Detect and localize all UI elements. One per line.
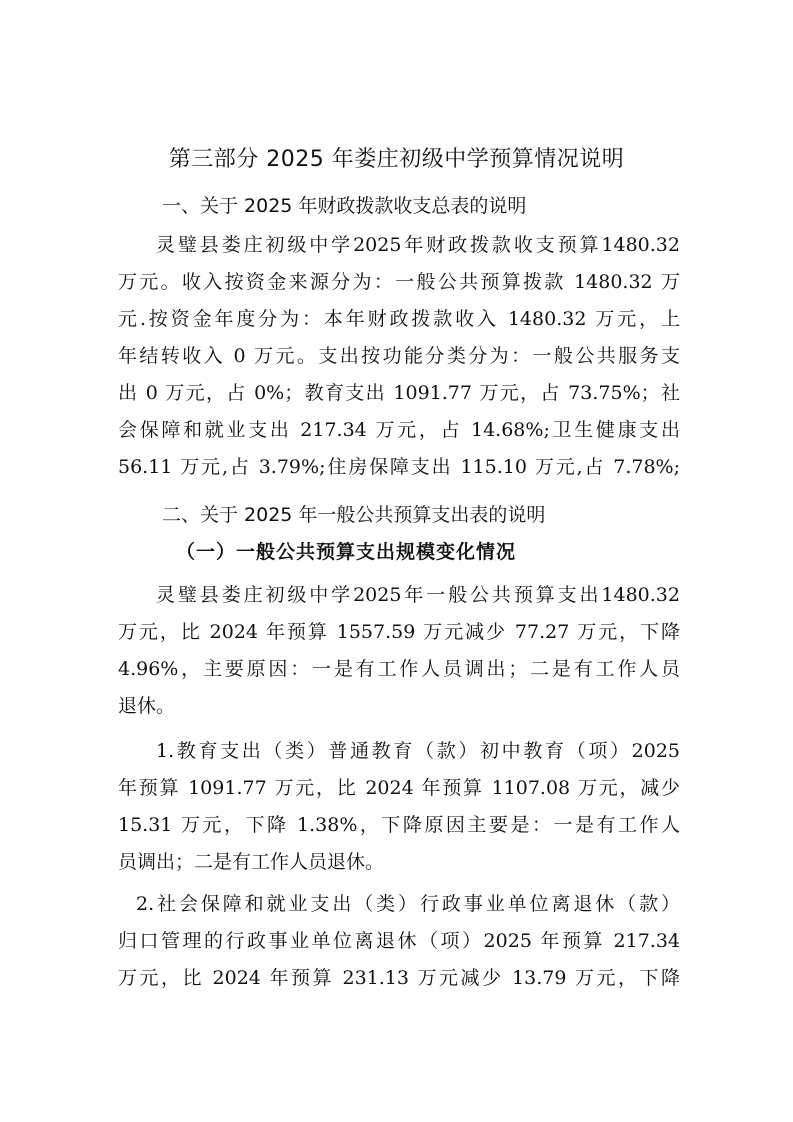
para-3-line: 2.社会保障和就业支出（类）行政事业单位离退休（款） [136, 893, 680, 915]
para-1-line: 退休。 [118, 695, 176, 717]
section-1-line: 灵璧县娄庄初级中学2025年财政拨款收支预算1480.32 [156, 234, 680, 256]
para-1-line: 灵璧县娄庄初级中学2025年一般公共预算支出1480.32 [156, 584, 680, 606]
section-1-line: 万元。收入按资金来源分为：一般公共预算拨款 1480.32 万 [118, 271, 680, 293]
section-1-heading: 一、关于 2025 年财政拨款收支总表的说明 [162, 195, 527, 217]
page-title: 第三部分 2025 年娄庄初级中学预算情况说明 [168, 147, 625, 172]
para-3-line: 归口管理的行政事业单位离退休（项）2025 年预算 217.34 [118, 930, 680, 952]
section-1-line: 年结转收入 0 万元。支出按功能分类分为：一般公共服务支 [118, 345, 680, 367]
para-1-line: 万元，比 2024 年预算 1557.59 万元减少 77.27 万元，下降 [118, 621, 680, 643]
section-1-line: 元.按资金年度分为：本年财政拨款收入 1480.32 万元，上 [118, 308, 680, 330]
section-1-line: 出 0 万元，占 0%；教育支出 1091.77 万元，占 73.75%；社 [118, 382, 680, 404]
section-2-subheading: （一）一般公共预算支出规模变化情况 [176, 541, 517, 563]
para-2-line: 员调出；二是有工作人员退休。 [118, 851, 385, 873]
section-2-heading: 二、关于 2025 年一般公共预算支出表的说明 [162, 504, 546, 526]
para-2-line: 15.31 万元，下降 1.38%，下降原因主要是：一是有工作人 [118, 814, 680, 836]
section-1-line: 56.11 万元,占 3.79%;住房保障支出 115.10 万元,占 7.78%; [118, 456, 680, 478]
para-2-line: 1.教育支出（类）普通教育（款）初中教育（项）2025 [156, 740, 680, 762]
section-1-line: 会保障和就业支出 217.34 万元，占 14.68%;卫生健康支出 [118, 419, 680, 441]
para-2-line: 年预算 1091.77 万元，比 2024 年预算 1107.08 万元，减少 [118, 777, 680, 799]
para-1-line: 4.96%，主要原因：一是有工作人员调出；二是有工作人员 [118, 658, 680, 680]
para-3-line: 万元，比 2024 年预算 231.13 万元减少 13.79 万元，下降 [118, 967, 680, 989]
